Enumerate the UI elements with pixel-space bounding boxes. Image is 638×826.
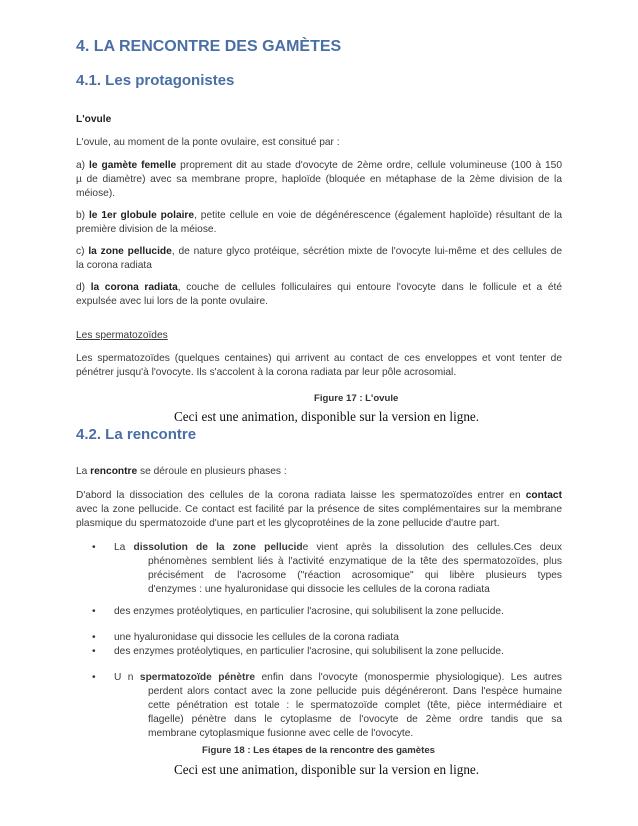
section-title: 4. LA RENCONTRE DES GAMÈTES [76, 38, 342, 55]
rencontre-intro: La rencontre se déroule en plusieurs phases : [76, 466, 287, 477]
ovule-item-d: d) la corona radiata, couche de cellules folliculaires qui entoure l'ovocyte dans le follicule et a été expulsée avec lui lors de la ponte ovulaire. [76, 282, 562, 307]
ovule-intro: L'ovule, au moment de la ponte ovulaire, est consitué par : [76, 137, 340, 148]
bullet-icon: • [92, 646, 96, 657]
term-contact: contact [525, 490, 562, 501]
term-gamete-femelle: le gamète femelle [89, 160, 177, 171]
bullet-icon: • [92, 632, 96, 643]
ovule-heading: L'ovule [76, 114, 112, 125]
subsection-title-protagonistes: 4.1. Les protagonistes [76, 72, 235, 89]
list-item: • des enzymes protéolytiques, en particulier l'acrosine, qui solubilisent la zone pellucide. [92, 606, 504, 617]
list-item: • une hyaluronidase qui dissocie les cellules de la corona radiata [92, 632, 399, 643]
bullet-icon: • [92, 672, 96, 683]
spermatozoides-paragraph: Les spermatozoïdes (quelques centaines) qui arrivent au contact de ces enveloppes et vont tenter de pénétrer jusqu'à l'ovocyte. Ils s'accolent à la corona radiata par leur pôle acrosomial. [76, 353, 562, 378]
list-item: • des enzymes protéolytiques, en particulier l'acrosine, qui solubilisent la zone pellucide. [92, 646, 504, 657]
ovule-item-b: b) le 1er globule polaire, petite cellule en voie de dégénérescence (également haploïde) résultant de la première division de la méiose. [76, 210, 563, 235]
dabord-paragraph: D'abord la dissociation des cellules de la corona radiata laisse les spermatozoïdes entrer en contact avec la zone pellucide. Ce contact est facilité par la présence de sites complémentaires sur la membrane plasmique du spermatozoide d'une part et les glycoprotéines de la zone pellucide d'autre part. [76, 490, 562, 529]
term-zone-pellucide: la zone pellucide [88, 246, 172, 257]
subsection-title-rencontre: 4.2. La rencontre [76, 426, 197, 443]
bullet-icon: • [92, 542, 96, 553]
term-corona-radiata: la corona radiata [90, 282, 178, 293]
term-rencontre: rencontre [90, 466, 138, 477]
list-item: • U n spermatozoïde pénètre enfin dans l'ovocyte (monospermie physiologique). Les autres perdent alors contact avec la zone pellucide puis dégénéreront. Dans l'espèce humaine cette pénétration est totale : le spermatozoïde complet (tête, pièce intermédiaire et flagelle) pénètre dans le cytoplasme de l'ovocyte de 2ème ordre tandis que sa membrane cytoplasmique fusionne avec celle de l'ovocyte. [92, 672, 562, 739]
spermatozoides-heading: Les spermatozoïdes [76, 330, 168, 341]
ovule-item-c: c) la zone pellucide, de nature glyco protéique, sécrétion mixte de l'ovocyte lui-même et des cellules de la corona radiata [76, 246, 562, 271]
animation-notice-2: Ceci est une animation, disponible sur la version en ligne. [174, 762, 480, 777]
list-item: • La dissolution de la zone pellucide vient après la dissolution des cellules.Ces deux phénomènes semblent liés à l'activité enzymatique de la tête des spermatozoïdes, plus précisément de l'acrosome ("réaction acrosomique" qui libère plusieurs types d'enzymes : une hyaluronidase qui dissocie les cellules de la corona radiata [92, 542, 562, 595]
figure-18-caption: Figure 18 : Les étapes de la rencontre des gamètes [202, 745, 436, 756]
term-globule-polaire: le 1er globule polaire [88, 210, 195, 221]
figure-17-caption: Figure 17 : L'ovule [314, 393, 399, 404]
bullet-icon: • [92, 606, 96, 617]
term-spermatozoide-penetre: spermatozoïde pénètre [139, 672, 256, 683]
term-dissolution: dissolution de la zone pellucid [133, 542, 303, 553]
animation-notice-1: Ceci est une animation, disponible sur la version en ligne. [174, 409, 480, 424]
ovule-item-a: a) le gamète femelle proprement dit au stade d'ovocyte de 2ème ordre, cellule volumineuse (100 à 150 µ de diamètre) avec sa membrane propre, haploïde (bloquée en métaphase de la 2ème division de la méiose). [76, 160, 562, 199]
